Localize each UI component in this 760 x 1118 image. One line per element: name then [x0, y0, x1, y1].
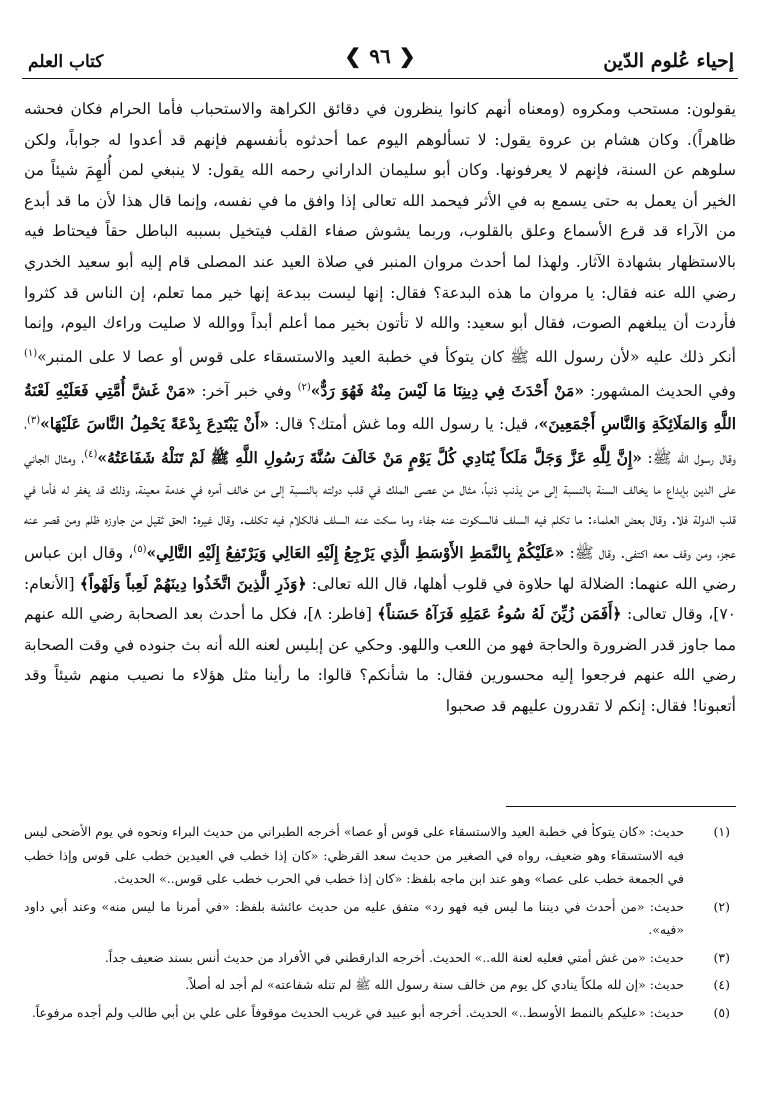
quran-quote: ﴿وَذَرِ الَّذِينَ اتَّخَذُوا دِينَهُمْ لَعِباً وَلَهْواً﴾ [79, 573, 307, 593]
footnote-number: (١) [713, 824, 730, 839]
footnote [24, 1001, 736, 1025]
book-title: إحياء عُلوم الدّين [603, 50, 734, 72]
hadith-quote: «مَنْ غَشَّ أُمَّتِي فَعَلَيْهِ لَعْنَةُ اللَّهِ وَالمَلَائِكَةِ وَالنَّاسِ أَجْمَعِينَ» [24, 380, 736, 434]
text-paragraph [24, 94, 736, 722]
footnote-text: حديث: «عليكم بالنمط الأوسط..» الحديث. أخرجه أبو عبيد في غريب الحديث موقوفاً على علي بن أبي طالب ولم أجده مرفوعاً. [31, 1004, 684, 1020]
text-run: ، وقال ابن عباس رضي الله عنهما: الضلالة لها حلاوة في قلوب أهلها، قال الله تعالى: [24, 544, 736, 593]
section-title: كتاب العلم [28, 52, 104, 72]
text-run: ، ومثال الجاني على الدين بإبداع ما يخالف السنة بالنسبة إلى من يذنب ذنباً، مثال من عصى الملك في قلب دولته بالنسبة إلى من خالف أمره في خدمة معينة، وذلك قد يغفر له فأما في قلب الدولة فلا. وقال بعض العلماء: ما تكلم فيه السلف فالسكوت عنه جفاء وما سكت عنه السلف فالكلام فيه تكلف. وقال غيره: الحق ثقيل من جاوزه ظلم ومن قصر عنه عجز، ومن وقف معه اكتفى. وقال ﷺ: [24, 449, 736, 563]
footnote-number: (٤) [713, 977, 730, 992]
ornament-left: ❮ [344, 44, 362, 68]
footnote-ref: (٢) [297, 381, 311, 393]
footnote-ref: (٤) [84, 449, 98, 460]
hadith-quote: «إِنَّ لِلَّهِ عَزَّ وَجَلَّ مَلَكاً يُنَادِي كُلَّ يَوْمٍ مَنْ خَالَفَ سُنَّةَ رَسُولِ اللَّهِ ﷺ لَمْ تَنَلْهُ شَفَاعَتُهُ» [97, 448, 642, 468]
footnote [24, 973, 736, 997]
hadith-quote: «أَنْ يَبْتَدِعَ بِدْعَةً يَحْمِلُ النَّاسَ عَلَيْهَا» [40, 414, 270, 434]
page-number [22, 44, 738, 68]
footnote-text: حديث: «كان يتوكأ في خطبة العيد والاستسقاء على قوس أو عصا» أخرجه الطبراني من حديث البراء ونحوه في يوم الأضحى ليس فيه الاستسقاء وهو ضعيف، رواه في الصغير من حديث سعد القرظي: «كان إذا خطب في العيدين خطب على قوس وإذا خطب في الجمعة خطب على عصا» وهو عند ابن ماجه بلفظ: «كان إذا خطب في الحرب خطب على قوس..» الحديث. [24, 824, 684, 886]
footnote-text: حديث: «من أحدث في ديننا ما ليس فيه فهو رد» متفق عليه من حديث عائشة بلفظ: «في أمرنا ما ليس منه» وعند أبي داود «فيه». [24, 898, 684, 937]
footnote-ref: (٣) [26, 415, 41, 427]
footnotes [24, 820, 736, 1028]
footnote [24, 895, 736, 942]
text-run: ، قيل: يا رسول الله وما غش أمتك؟ قال: [269, 415, 539, 434]
footnote-number: (٣) [713, 949, 730, 965]
main-text [24, 94, 736, 722]
page-header [22, 38, 738, 79]
quran-quote: ﴿أَفَمَن زُيِّنَ لَهُ سُوءُ عَمَلِهِ فَرَآهُ حَسَناً﴾ [377, 604, 622, 624]
footnote [24, 946, 736, 970]
text-run: وفي الحديث المشهور: [584, 381, 737, 400]
footnote-text: حديث: «إن لله ملكاً ينادي كل يوم من خالف سنة رسول الله ﷺ لم تنله شفاعته» لم أجد له أصلاً. [185, 977, 684, 992]
footnote [24, 820, 736, 891]
ornament-right: ❯ [398, 44, 416, 68]
footnote-ref: (٥) [133, 543, 147, 555]
footnote-number: (٢) [713, 898, 730, 914]
footnote-ref: (١) [24, 347, 38, 359]
hadith-quote: «مَنْ أَحْدَثَ فِي دِينِنَا مَا لَيْسَ مِنْهُ فَهُوَ رَدٌّ» [310, 380, 585, 400]
page-number-value: ٩٦ [369, 44, 391, 68]
text-run: [الأنعام: ٧٠]، وقال تعالى: [24, 574, 736, 624]
hadith-quote: «عَلَيْكُمْ بِالنَّمَطِ الأَوْسَطِ الَّذِي يَرْجِعُ إِلَيْهِ العَالِي وَيَرْتَفِعُ إِلَيْهِ التَّالِي» [146, 543, 565, 563]
footnote-number: (٥) [713, 1004, 730, 1020]
text-run: وفي خبر آخر: [195, 381, 298, 400]
footnote-divider [506, 806, 736, 807]
text-run: ، وقال رسول الله ﷺ: [24, 415, 736, 468]
footnote-text: حديث: «من غش أمتي فعليه لعنة الله..» الحديث. أخرجه الدارقطني في الأفراد من حديث أنس بسند ضعيف جداً. [104, 949, 684, 965]
text-run: [فاطر: ٨]، فكل ما أحدث بعد الصحابة رضي الله عنهم مما جاوز قدر الضرورة والحاجة فهو من اللعب واللهو. وحكي عن إبليس لعنه الله أنه بث جنوده في وقت الصحابة رضي الله عنهم فرجعوا إليه محسورين فقال: ما شأنكم؟ قالوا: ما رأينا مثل هؤلاء ما نصيب منهم شيئاً وقد أتعبونا! فقال: إنكم لا تقدرون عليهم قد صحبوا [24, 605, 736, 716]
text-run: يقولون: مستحب ومكروه (ومعناه أنهم كانوا ينظرون في دقائق الكراهة والاستحباب فأما الحرام فكان فحشه ظاهراً). وكان هشام بن عروة يقول: لا تسألوهم اليوم عما أحدثوه بأنفسهم فإنهم قد أعدوا له جواباً، ولكن سلوهم عن السنة، فإنهم لا يعرفونها. وكان أبو سليمان الداراني رحمه الله يقول: لا ينبغي لمن أُلهِمَ شيئاً من الخير أن يعمل به حتى يسمع به في الأثر فيحمد الله تعالى إذا وافق ما في نفسه، وإنما قال هذا لأن ما قد أبدع من الآراء قد قرع الأسماع وعلق بالقلوب، وربما يشوش صفاء القلب فيتخيل بسببه الباطل حقاً فيحتاط فيه بالاستظهار بشهادة الآثار. ولهذا لما أحدث مروان المنبر في صلاة العيد عند المصلى قام إليه أبو سعيد الخدري رضي الله عنه فقال: يا مروان ما هذه البدعة؟ فقال: إنها ليست ببدعة إنها خير مما تعلم، إن الناس قد كثروا فأردت أن يبلغهم الصوت، فقال أبو سعيد: والله لا تأتون بخير مما أعلم أبداً ووالله لا صليت وراءك اليوم، وإنما أنكر ذلك عليه «لأن رسول الله ﷺ كان يتوكأ في خطبة العيد والاستسقاء على قوس أو عصا لا على المنبر» [24, 100, 736, 366]
